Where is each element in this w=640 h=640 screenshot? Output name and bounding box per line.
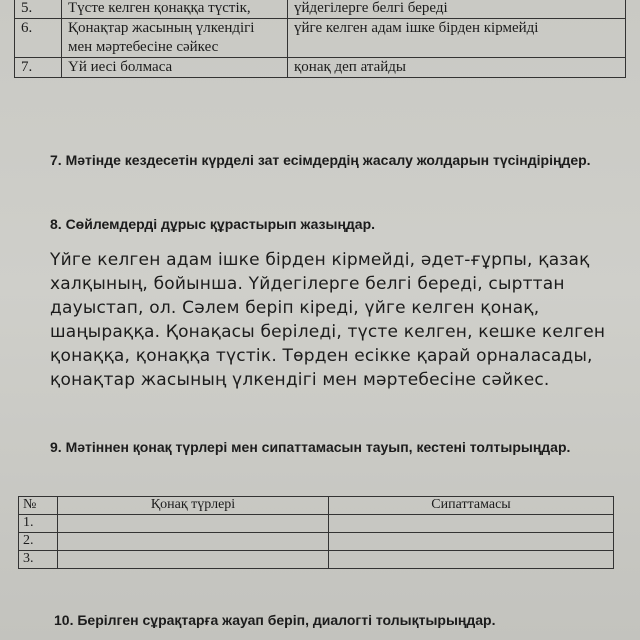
table-header-row (19, 497, 614, 515)
empty-cell (58, 551, 329, 569)
row-number: 7. (15, 58, 62, 78)
empty-cell (329, 551, 614, 569)
table-row (15, 0, 626, 19)
header-number: № (19, 497, 58, 515)
row-number: 6. (15, 19, 62, 58)
matching-table (14, 0, 626, 78)
empty-cell (58, 533, 329, 551)
task-7-heading: 7. Мәтінде кездесетін күрделі зат есімдердің жасалу жолдарын түсіндіріңдер. (50, 152, 591, 168)
row-number: 5. (15, 0, 62, 19)
task-8-heading: 8. Сөйлемдерді дұрыс құрастырып жазыңдар. (50, 216, 376, 232)
row-number: 1. (19, 515, 58, 533)
row-right-cell: үйге келген адам ішке бірден кірмейді (288, 19, 626, 58)
header-description: Сипаттамасы (329, 497, 614, 515)
row-number: 3. (19, 551, 58, 569)
row-right-cell: үйдегілерге белгі береді (288, 0, 626, 19)
empty-cell (58, 515, 329, 533)
row-right-cell: қонақ деп атайды (288, 58, 626, 78)
table-row (15, 58, 626, 78)
row-number: 2. (19, 533, 58, 551)
exercise-paragraph: Үйге келген адам ішке бірден кірмейді, әдет-ғұрпы, қазақ халқының, бойынша. Үйдегілерге белгі береді, сырттан дауыстап, ол. Сәлем беріп кіреді, үйге келген қонақ, шаңыраққа. Қонақасы беріледі, түсте келген, кешке келген қонаққа, қонаққа түстік. Төрден есікке қарай орналасады, қонақтар жасының үлкендігі мен мәртебесіне сәйкес. (50, 250, 606, 390)
header-guest-types: Қонақ түрлері (58, 497, 329, 515)
table-row (19, 551, 614, 569)
row-left-cell: Үй иесі болмаса (62, 58, 288, 78)
row-left-cell: Түсте келген қонаққа түстік, (62, 0, 288, 19)
row-left-cell: Қонақтар жасының үлкендігі мен мәртебесіне сәйкес (62, 19, 288, 58)
table-row (19, 533, 614, 551)
table-row (19, 515, 614, 533)
table-row (15, 19, 626, 58)
task-10-heading: 10. Берілген сұрақтарға жауап беріп, диалогті толықтырыңдар. (54, 612, 496, 628)
guest-types-table (18, 496, 614, 569)
task-9-heading: 9. Мәтіннен қонақ түрлері мен сипаттамасын тауып, кестені толтырыңдар. (50, 439, 571, 455)
empty-cell (329, 515, 614, 533)
empty-cell (329, 533, 614, 551)
